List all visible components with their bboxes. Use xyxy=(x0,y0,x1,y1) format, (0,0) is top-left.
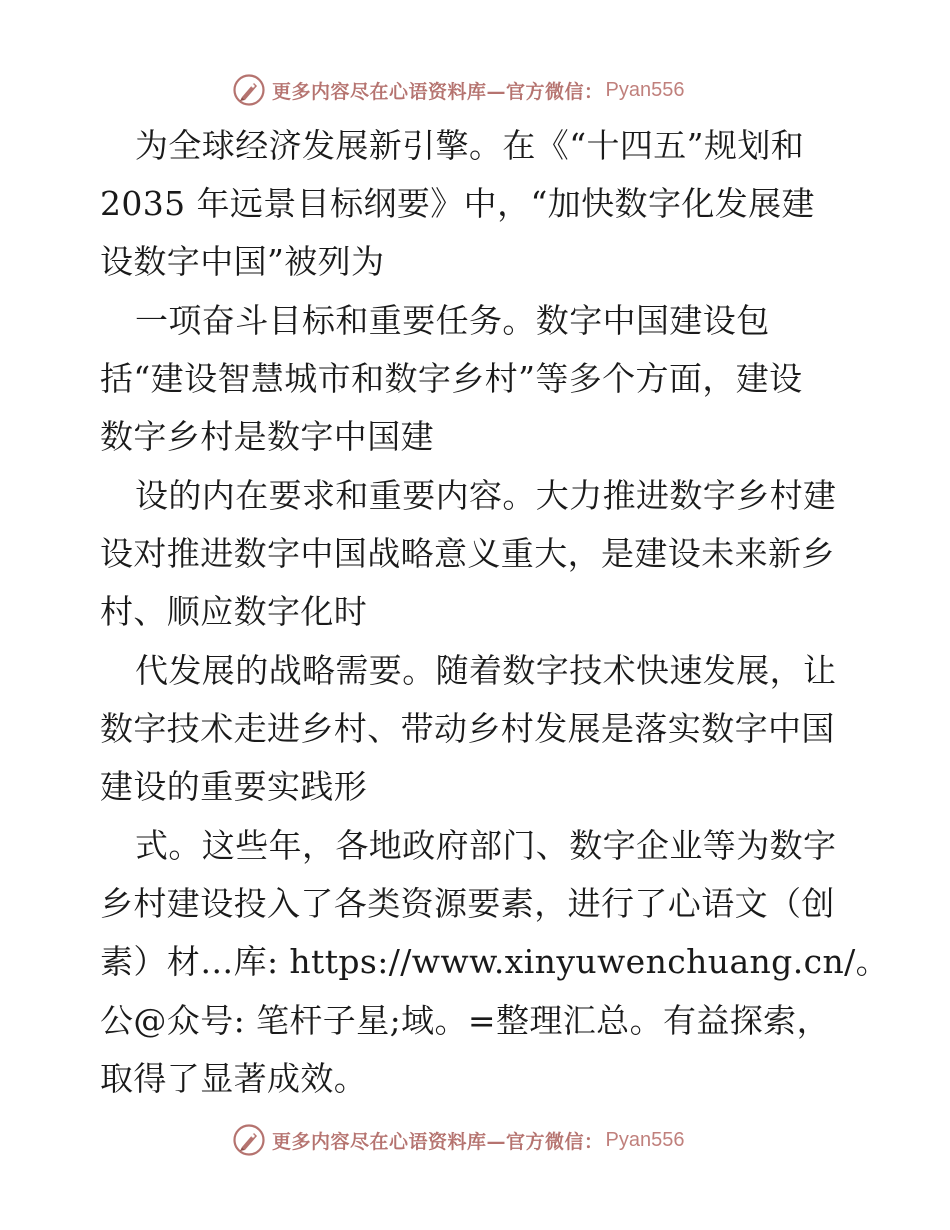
text-line: 数字乡村是数字中国建 xyxy=(100,417,434,456)
footer-wechat-id: Pyan556 xyxy=(605,1128,685,1151)
text-line: 2035 年远景目标纲要》中，“加快数字化发展建 xyxy=(100,184,815,223)
pen-nib-logo-icon xyxy=(232,73,266,107)
text-line: 括“建设智慧城市和数字乡村”等多个方面，建设 xyxy=(100,359,803,398)
text-line: 设对推进数字中国战略意义重大，是建设未来新乡 xyxy=(100,534,835,573)
header-wechat-id: Pyan556 xyxy=(605,78,685,101)
text-line: 代发展的战略需要。随着数字技术快速发展，让 xyxy=(135,651,837,690)
text-line: 公@众号: 笔杆子星;域。=整理汇总。有益探索， xyxy=(100,1001,830,1040)
text-line: 素）材…库: https://www.xinyuwenchuang.cn/。 xyxy=(100,942,890,981)
header-banner xyxy=(232,70,684,110)
text-line: 设数字中国”被列为 xyxy=(100,242,385,281)
header-banner-text: 更多内容尽在心语资料库—官方微信： xyxy=(272,80,604,103)
text-line: 设的内在要求和重要内容。大力推进数字乡村建 xyxy=(135,476,837,515)
text-line: 取得了显著成效。 xyxy=(100,1059,368,1098)
text-line: 数字技术走进乡村、带动乡村发展是落实数字中国 xyxy=(100,709,835,748)
footer-banner xyxy=(232,1120,684,1160)
pen-nib-logo-icon xyxy=(232,1123,266,1157)
footer-banner-text: 更多内容尽在心语资料库—官方微信： xyxy=(272,1130,604,1153)
text-line: 式。这些年，各地政府部门、数字企业等为数字 xyxy=(135,826,837,865)
text-line: 村、顺应数字化时 xyxy=(100,592,368,631)
text-line: 建设的重要实践形 xyxy=(100,767,368,806)
text-line: 一项奋斗目标和重要任务。数字中国建设包 xyxy=(135,301,770,340)
text-line: 为全球经济发展新引擎。在《“十四五”规划和 xyxy=(135,126,805,165)
text-line: 乡村建设投入了各类资源要素，进行了心语文（创 xyxy=(100,884,835,923)
